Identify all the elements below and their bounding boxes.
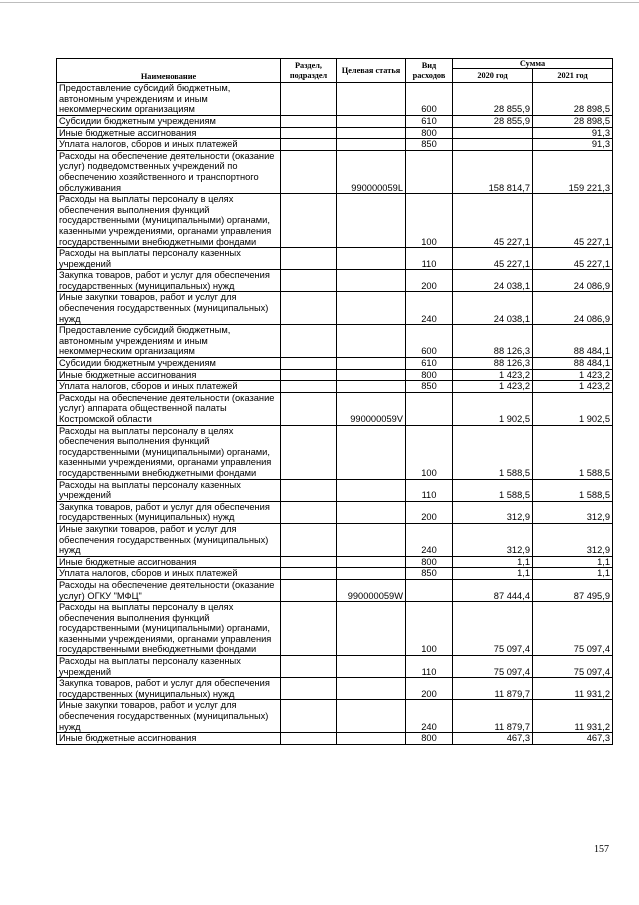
- row-sum-2020: 11 879,7: [453, 700, 533, 733]
- row-section: [281, 425, 337, 479]
- row-sum-2020: 45 227,1: [453, 248, 533, 270]
- row-sum-2020: 24 038,1: [453, 270, 533, 292]
- row-section: [281, 501, 337, 523]
- table-row: [57, 523, 613, 556]
- table-row: [57, 139, 613, 151]
- row-expense-type: 850: [406, 381, 453, 393]
- row-expense-type: 200: [406, 501, 453, 523]
- table-row: [57, 392, 613, 425]
- row-name: Расходы на обеспечение деятельности (оказание услуг) подведомственных учреждений по обеспечению хозяйственного и транспортного обслуживания: [57, 150, 281, 193]
- row-article: [337, 568, 406, 580]
- row-sum-2020: 1 423,2: [453, 369, 533, 381]
- row-name: Субсидии бюджетным учреждениям: [57, 358, 281, 370]
- table-row: [57, 358, 613, 370]
- table-row: [57, 501, 613, 523]
- row-expense-type: 240: [406, 523, 453, 556]
- row-name: Расходы на выплаты персоналу казенных учреждений: [57, 656, 281, 678]
- row-section: [281, 248, 337, 270]
- row-name: Предоставление субсидий бюджетным, автономным учреждениям и иным некоммерческим организациям: [57, 325, 281, 358]
- header-year-2021: 2021 год: [533, 69, 613, 83]
- row-sum-2021: 88 484,1: [533, 325, 613, 358]
- row-expense-type: 600: [406, 325, 453, 358]
- table-row: [57, 381, 613, 393]
- row-article: [337, 292, 406, 325]
- row-article: [337, 325, 406, 358]
- row-section: [281, 568, 337, 580]
- row-expense-type: 800: [406, 733, 453, 745]
- row-expense-type: 110: [406, 656, 453, 678]
- row-sum-2020: 11 879,7: [453, 678, 533, 700]
- row-article: [337, 369, 406, 381]
- row-name: Расходы на выплаты персоналу казенных учреждений: [57, 248, 281, 270]
- row-expense-type: 850: [406, 139, 453, 151]
- row-sum-2020: 88 126,3: [453, 358, 533, 370]
- row-article: [337, 523, 406, 556]
- row-section: [281, 194, 337, 248]
- row-expense-type: 100: [406, 602, 453, 656]
- row-sum-2020: 1 588,5: [453, 425, 533, 479]
- row-article: [337, 248, 406, 270]
- row-sum-2020: 88 126,3: [453, 325, 533, 358]
- row-name: Уплата налогов, сборов и иных платежей: [57, 568, 281, 580]
- row-name: Субсидии бюджетным учреждениям: [57, 115, 281, 127]
- row-article: [337, 139, 406, 151]
- row-sum-2021: 1 588,5: [533, 425, 613, 479]
- row-article: 990000059W: [337, 579, 406, 601]
- page-number: 157: [594, 844, 609, 855]
- row-name: Иные закупки товаров, работ и услуг для обеспечения государственных (муниципальных) нужд: [57, 292, 281, 325]
- row-sum-2021: 75 097,4: [533, 656, 613, 678]
- row-sum-2020: [453, 127, 533, 139]
- row-sum-2020: 1,1: [453, 556, 533, 568]
- table-row: [57, 325, 613, 358]
- row-sum-2021: 91,3: [533, 127, 613, 139]
- row-sum-2021: 28 898,5: [533, 115, 613, 127]
- table-row: [57, 248, 613, 270]
- row-article: [337, 556, 406, 568]
- row-expense-type: 800: [406, 127, 453, 139]
- table-row: [57, 292, 613, 325]
- table-row: [57, 270, 613, 292]
- row-section: [281, 602, 337, 656]
- row-name: Расходы на выплаты персоналу казенных учреждений: [57, 479, 281, 501]
- row-sum-2021: 1,1: [533, 568, 613, 580]
- page-top-edge: [0, 2, 639, 3]
- row-article: [337, 270, 406, 292]
- row-expense-type: [406, 392, 453, 425]
- row-name: Иные бюджетные ассигнования: [57, 733, 281, 745]
- table-row: [57, 700, 613, 733]
- row-article: [337, 602, 406, 656]
- row-expense-type: 610: [406, 115, 453, 127]
- row-sum-2020: 312,9: [453, 523, 533, 556]
- row-sum-2021: 1,1: [533, 556, 613, 568]
- table-row: [57, 150, 613, 193]
- table-row: [57, 602, 613, 656]
- row-expense-type: 100: [406, 194, 453, 248]
- row-expense-type: 240: [406, 700, 453, 733]
- row-section: [281, 381, 337, 393]
- table-row: [57, 83, 613, 116]
- row-sum-2021: 24 086,9: [533, 292, 613, 325]
- row-name: Закупка товаров, работ и услуг для обеспечения государственных (муниципальных) нужд: [57, 270, 281, 292]
- row-section: [281, 115, 337, 127]
- table-row: [57, 733, 613, 745]
- row-name: Иные закупки товаров, работ и услуг для обеспечения государственных (муниципальных) нужд: [57, 523, 281, 556]
- row-name: Расходы на выплаты персоналу в целях обеспечения выполнения функций государственными (муниципальными) органами, казенными учреждениями, органами управления государственными внебюджетными фондами: [57, 194, 281, 248]
- row-expense-type: 200: [406, 678, 453, 700]
- row-name: Закупка товаров, работ и услуг для обеспечения государственных (муниципальных) нужд: [57, 501, 281, 523]
- header-sum: Сумма: [453, 59, 613, 69]
- row-sum-2021: 88 484,1: [533, 358, 613, 370]
- row-sum-2021: 312,9: [533, 523, 613, 556]
- row-expense-type: 100: [406, 425, 453, 479]
- row-section: [281, 369, 337, 381]
- row-sum-2021: 11 931,2: [533, 678, 613, 700]
- row-section: [281, 479, 337, 501]
- row-sum-2020: 1,1: [453, 568, 533, 580]
- row-section: [281, 656, 337, 678]
- row-expense-type: 110: [406, 248, 453, 270]
- row-article: [337, 381, 406, 393]
- table-row: [57, 115, 613, 127]
- header-year-2020: 2020 год: [453, 69, 533, 83]
- row-sum-2021: 87 495,9: [533, 579, 613, 601]
- row-section: [281, 392, 337, 425]
- row-sum-2020: 28 855,9: [453, 83, 533, 116]
- row-article: [337, 700, 406, 733]
- row-section: [281, 733, 337, 745]
- row-sum-2021: 24 086,9: [533, 270, 613, 292]
- row-sum-2020: 28 855,9: [453, 115, 533, 127]
- table-row: [57, 678, 613, 700]
- row-sum-2020: 1 902,5: [453, 392, 533, 425]
- row-sum-2021: 1 902,5: [533, 392, 613, 425]
- row-sum-2021: 159 221,3: [533, 150, 613, 193]
- table-row: [57, 127, 613, 139]
- row-article: [337, 656, 406, 678]
- row-name: Уплата налогов, сборов и иных платежей: [57, 381, 281, 393]
- row-sum-2021: 28 898,5: [533, 83, 613, 116]
- row-article: [337, 479, 406, 501]
- row-section: [281, 325, 337, 358]
- row-sum-2021: 75 097,4: [533, 602, 613, 656]
- table-row: [57, 425, 613, 479]
- row-section: [281, 270, 337, 292]
- row-expense-type: 610: [406, 358, 453, 370]
- row-name: Иные бюджетные ассигнования: [57, 127, 281, 139]
- row-expense-type: [406, 579, 453, 601]
- row-name: Закупка товаров, работ и услуг для обеспечения государственных (муниципальных) нужд: [57, 678, 281, 700]
- row-expense-type: 800: [406, 369, 453, 381]
- row-sum-2021: 312,9: [533, 501, 613, 523]
- row-expense-type: 850: [406, 568, 453, 580]
- row-sum-2021: 45 227,1: [533, 248, 613, 270]
- row-sum-2020: [453, 139, 533, 151]
- table-row: [57, 369, 613, 381]
- row-sum-2021: 1 423,2: [533, 381, 613, 393]
- row-expense-type: [406, 150, 453, 193]
- row-expense-type: 110: [406, 479, 453, 501]
- row-article: [337, 83, 406, 116]
- row-article: [337, 425, 406, 479]
- row-section: [281, 150, 337, 193]
- row-name: Иные бюджетные ассигнования: [57, 369, 281, 381]
- row-name: Уплата налогов, сборов и иных платежей: [57, 139, 281, 151]
- row-section: [281, 292, 337, 325]
- row-sum-2020: 312,9: [453, 501, 533, 523]
- row-sum-2020: 87 444,4: [453, 579, 533, 601]
- row-section: [281, 139, 337, 151]
- row-sum-2020: 158 814,7: [453, 150, 533, 193]
- row-sum-2021: 1 423,2: [533, 369, 613, 381]
- table-row: [57, 579, 613, 601]
- header-type: Вид расходов: [406, 59, 453, 83]
- header-name: Наименование: [57, 59, 281, 83]
- row-name: Предоставление субсидий бюджетным, автономным учреждениям и иным некоммерческим организациям: [57, 83, 281, 116]
- row-name: Иные бюджетные ассигнования: [57, 556, 281, 568]
- row-sum-2021: 1 588,5: [533, 479, 613, 501]
- table-row: [57, 556, 613, 568]
- header-article: Целевая статья: [337, 59, 406, 83]
- row-expense-type: 240: [406, 292, 453, 325]
- row-sum-2021: 467,3: [533, 733, 613, 745]
- row-article: [337, 358, 406, 370]
- row-article: [337, 194, 406, 248]
- row-name: Расходы на обеспечение деятельности (оказание услуг) ОГКУ "МФЦ": [57, 579, 281, 601]
- table-header: [57, 59, 613, 83]
- row-name: Расходы на обеспечение деятельности (оказание услуг) аппарата общественной палаты Костромской области: [57, 392, 281, 425]
- row-article: [337, 127, 406, 139]
- row-expense-type: 600: [406, 83, 453, 116]
- row-sum-2020: 75 097,4: [453, 656, 533, 678]
- row-name: Иные закупки товаров, работ и услуг для обеспечения государственных (муниципальных) нужд: [57, 700, 281, 733]
- table-row: [57, 479, 613, 501]
- row-expense-type: 200: [406, 270, 453, 292]
- budget-table: [56, 58, 613, 745]
- row-section: [281, 579, 337, 601]
- row-sum-2020: 45 227,1: [453, 194, 533, 248]
- row-section: [281, 523, 337, 556]
- header-section: Раздел, подраздел: [281, 59, 337, 83]
- row-article: 990000059L: [337, 150, 406, 193]
- table-row: [57, 194, 613, 248]
- row-article: [337, 733, 406, 745]
- row-section: [281, 700, 337, 733]
- row-section: [281, 358, 337, 370]
- row-name: Расходы на выплаты персоналу в целях обеспечения выполнения функций государственными (муниципальными) органами, казенными учреждениями, органами управления государственными внебюджетными фондами: [57, 425, 281, 479]
- row-name: Расходы на выплаты персоналу в целях обеспечения выполнения функций государственными (муниципальными) органами, казенными учреждениями, органами управления государственными внебюджетными фондами: [57, 602, 281, 656]
- row-article: [337, 678, 406, 700]
- row-sum-2021: 45 227,1: [533, 194, 613, 248]
- row-sum-2021: 91,3: [533, 139, 613, 151]
- row-sum-2020: 24 038,1: [453, 292, 533, 325]
- table-row: [57, 568, 613, 580]
- row-section: [281, 83, 337, 116]
- row-sum-2020: 1 588,5: [453, 479, 533, 501]
- row-section: [281, 556, 337, 568]
- row-article: [337, 501, 406, 523]
- row-article: [337, 115, 406, 127]
- row-sum-2020: 467,3: [453, 733, 533, 745]
- row-article: 990000059V: [337, 392, 406, 425]
- row-sum-2021: 11 931,2: [533, 700, 613, 733]
- table-row: [57, 656, 613, 678]
- row-sum-2020: 75 097,4: [453, 602, 533, 656]
- row-sum-2020: 1 423,2: [453, 381, 533, 393]
- row-section: [281, 127, 337, 139]
- table-body: [57, 83, 613, 745]
- row-expense-type: 800: [406, 556, 453, 568]
- row-section: [281, 678, 337, 700]
